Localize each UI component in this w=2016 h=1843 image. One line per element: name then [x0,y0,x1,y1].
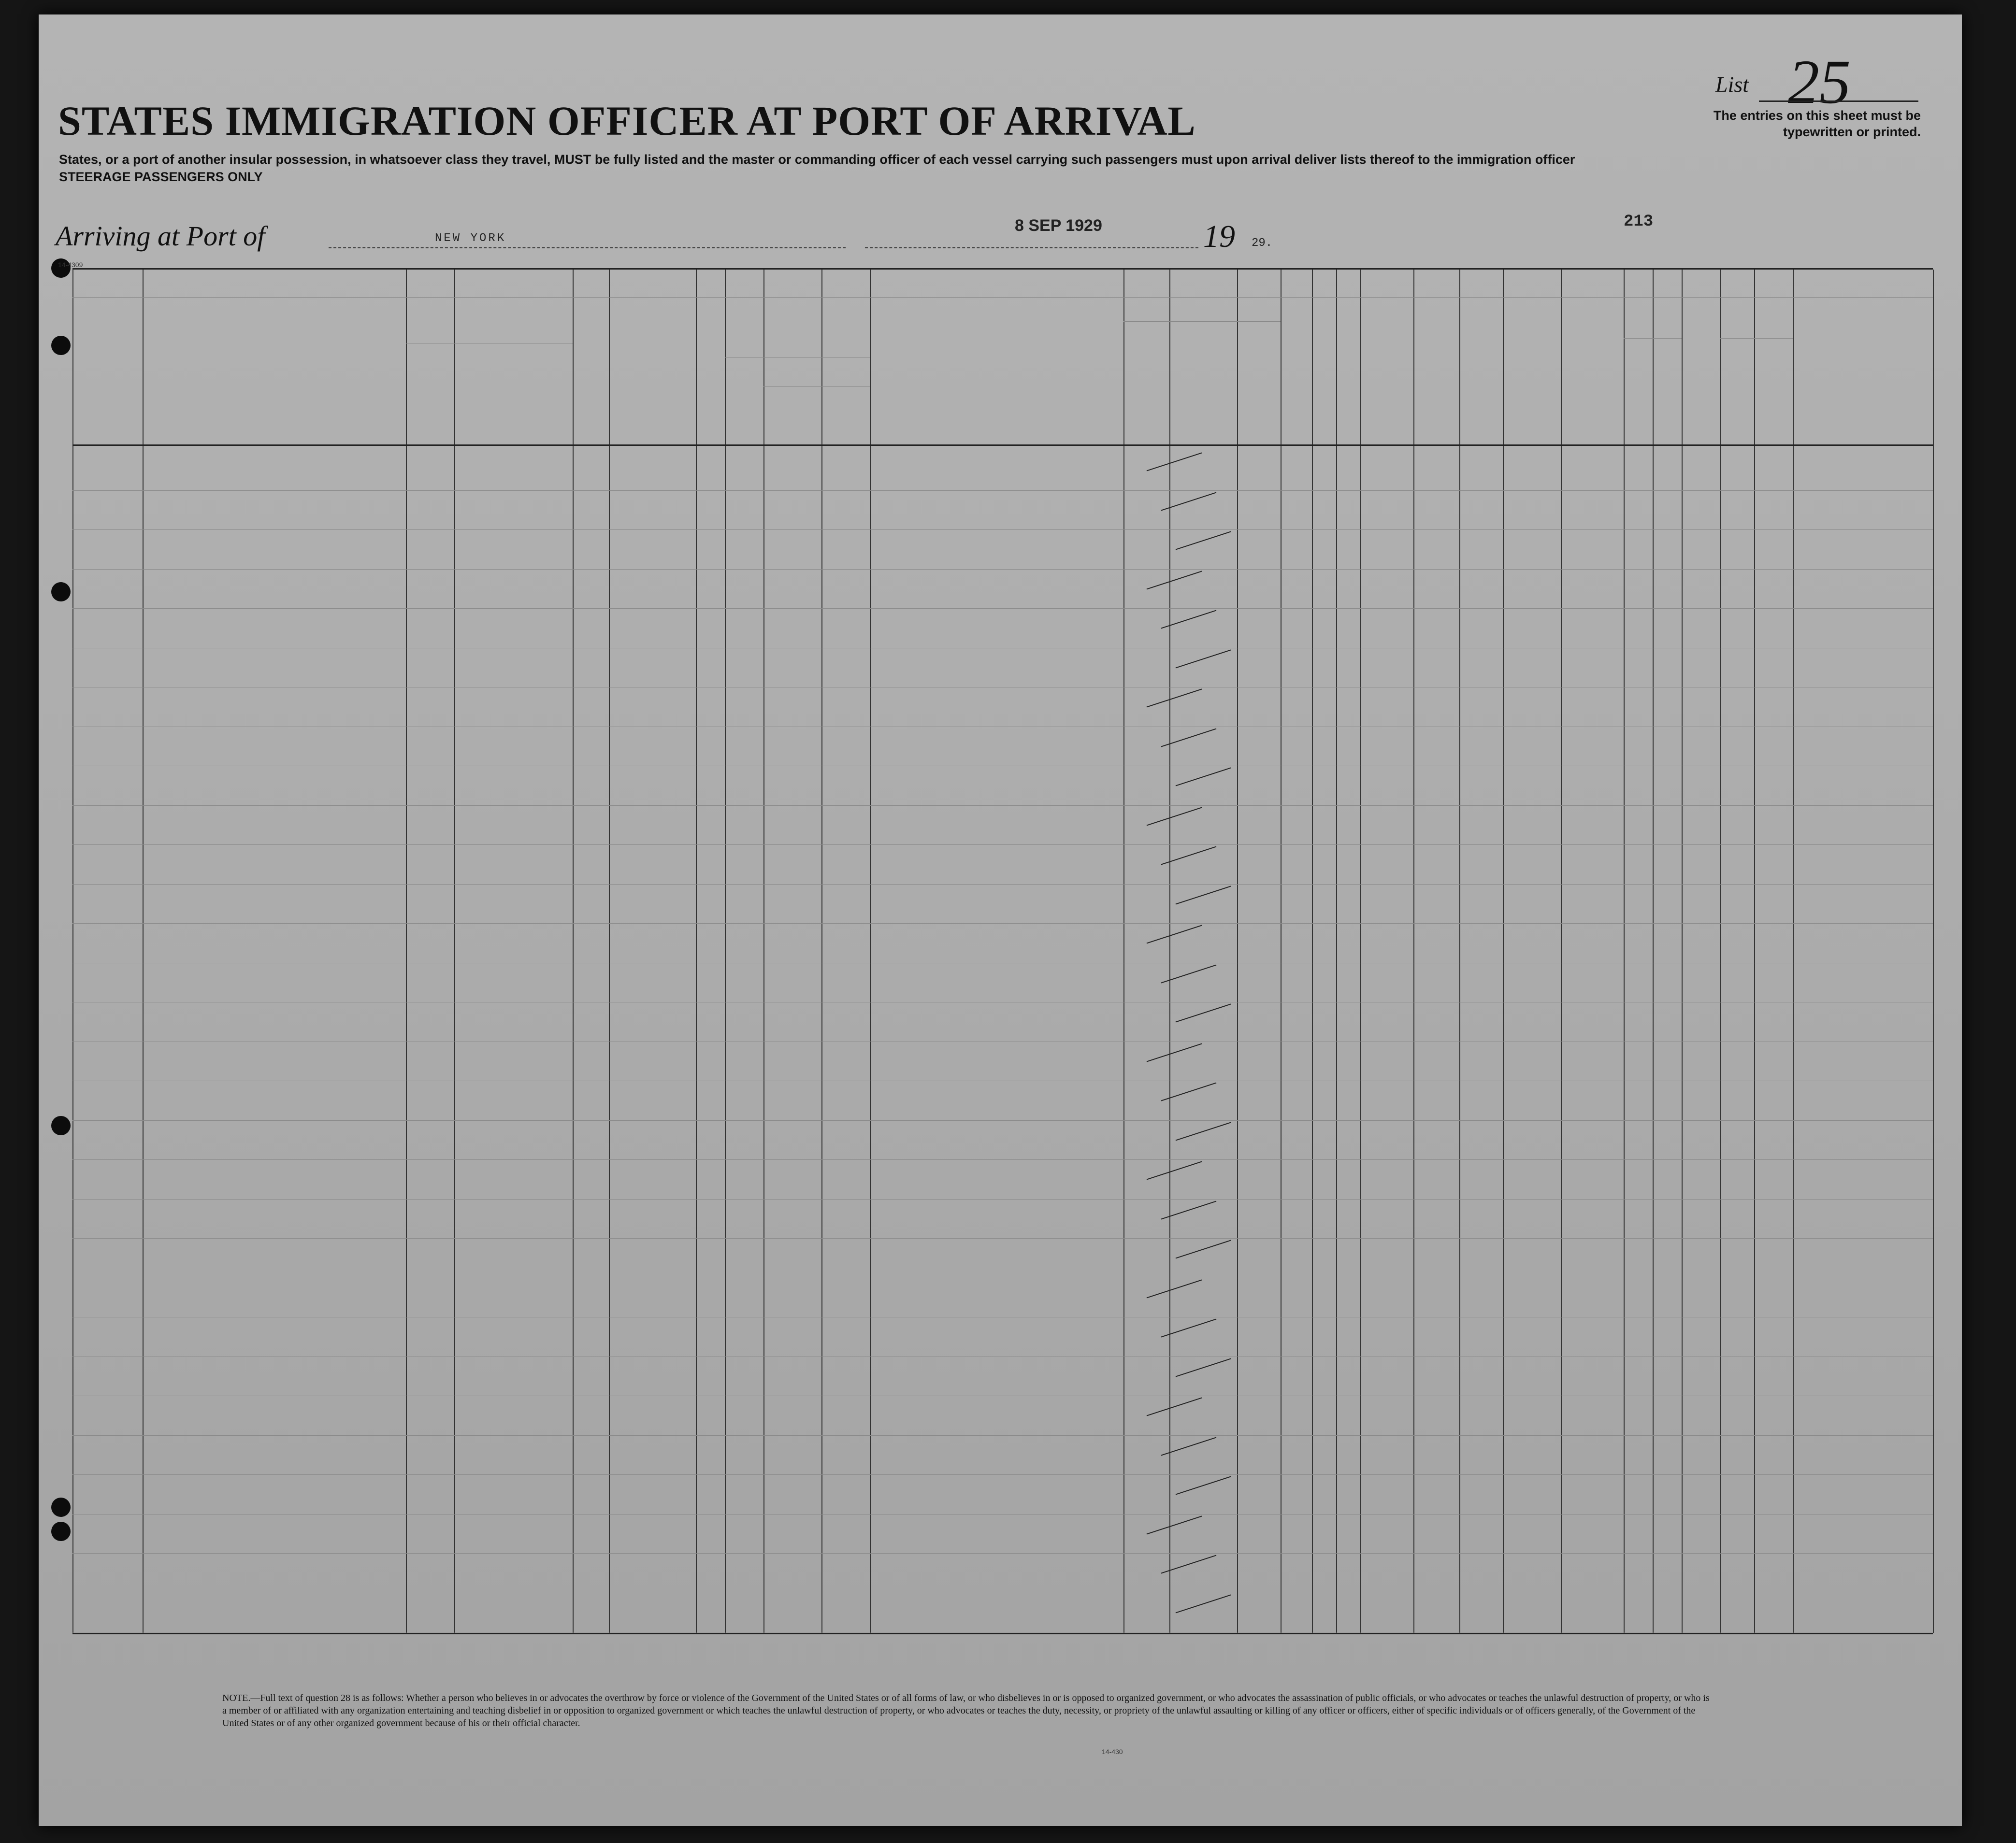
row-rule [72,1238,1933,1239]
column-rule [1123,270,1124,1633]
column-rule [143,270,144,1633]
column-rule [609,270,610,1633]
row-rule [72,1159,1933,1160]
check-mark [1176,1358,1231,1377]
column-rule [696,270,697,1633]
check-mark [1176,768,1231,786]
row-rule [72,569,1933,570]
typewritten-note: The entries on this sheet must be typewritten or printed. [1713,108,1921,139]
subheader-rule [1123,321,1281,322]
column-header-vertical [698,309,723,440]
subheader-rule [1720,338,1793,339]
column-rule [821,270,822,1633]
instructions-text: States, or a port of another insular possession, in whatsoever class they travel, MUST be fully listed and the master or commanding officer of each vessel carrying such passengers must upon arrival deliver lists thereof to the immigration officer [59,152,1575,167]
column-rule [1720,270,1721,1633]
footnote: NOTE.—Full text of question 28 is as follows: Whether a person who believes in or advocates the overthrow by force or violence of the Government of the United States or of all forms of law, or who disbelieves in or is opposed to organized government, or who advocates the assassination of public officials, or who advocates or teaches the unlawful destruction of property, or who is a member of or affiliated with any organization entertaining and teaching disbelief in or opposition to organized government or which teaches the unlawful destruction of property, or who advocates or teaches the duty, necessity, or propriety of the unlawful assaulting or killing of any officer or officers, either of specific individuals or of officers generally, of the Government of the United States or of any other organized government because of his or their official character. [222,1693,1710,1729]
check-mark [1176,1595,1231,1614]
column-rule [1754,270,1755,1633]
column-header-vertical [1338,309,1358,440]
check-mark [1147,1280,1202,1299]
column-header-vertical [1415,309,1457,440]
year-prefix: 19 [1203,219,1235,254]
column-rule [1653,270,1654,1633]
list-label: List [1715,72,1749,97]
row-rule [72,490,1933,491]
year-suffix: 29. [1252,237,1273,250]
column-header-vertical [1282,309,1310,440]
check-mark [1176,1240,1231,1259]
column-rule [454,270,455,1633]
column-rule [725,270,726,1633]
column-number-rule [72,297,1933,298]
row-rule [72,805,1933,806]
table-top-rule [72,268,1933,270]
check-mark [1176,1476,1231,1495]
table-bottom-rule [72,1633,1933,1634]
column-header-vertical [1171,333,1235,440]
list-number: 25 [1788,47,1851,117]
column-header-vertical [1314,309,1334,440]
row-rule [72,1435,1933,1436]
row-rule [72,884,1933,885]
header-bottom-rule [72,444,1933,446]
check-mark [1147,1161,1202,1180]
check-mark [1147,925,1202,944]
column-rule [573,270,574,1633]
port-value: NEW YORK [435,232,506,245]
column-rule [1360,270,1361,1633]
steerage-label: STEERAGE PASSENGERS ONLY [59,170,263,184]
reference-number: 213 [1624,213,1654,231]
subheader-rule [1624,338,1682,339]
row-rule [72,1474,1933,1475]
column-header-vertical [575,309,607,440]
column-header-vertical [1239,333,1279,440]
column-rule [1793,270,1794,1633]
port-label: Arriving at Port of [56,220,265,252]
check-mark [1176,1122,1231,1141]
column-rule [72,270,73,1633]
column-rule [870,270,871,1633]
row-rule [72,529,1933,530]
check-mark [1147,1398,1202,1416]
row-rule [72,1120,1933,1121]
row-rule [72,1199,1933,1200]
column-rule [1413,270,1414,1633]
column-rule [1503,270,1504,1633]
subheader-rule [725,357,870,358]
form-title: STATES IMMIGRATION OFFICER AT PORT OF ARRIVAL [58,98,1196,144]
column-header-vertical [1125,333,1167,440]
column-rule [1561,270,1562,1633]
subheader-rule [763,386,870,387]
row-rule [72,923,1933,924]
check-mark [1147,1516,1202,1535]
column-rule [763,270,764,1633]
check-mark [1147,807,1202,826]
column-rule [1624,270,1625,1633]
date-stamp: 8 SEP 1929 [1015,216,1102,235]
row-rule [72,844,1933,845]
check-mark [1147,453,1202,471]
check-mark [1176,886,1231,905]
check-mark [1176,531,1231,550]
column-rule [1459,270,1460,1633]
check-mark [1176,650,1231,669]
column-rule [1682,270,1683,1633]
column-header-vertical [1362,309,1411,440]
form-code: 14-4309 [58,261,83,269]
column-header-vertical [1626,377,1651,440]
column-rule [1336,270,1337,1633]
check-mark [1147,1043,1202,1062]
column-rule [1933,270,1934,1633]
column-rule [1281,270,1282,1633]
column-rule [1237,270,1238,1633]
check-mark [1147,689,1202,708]
check-mark [1147,571,1202,590]
column-rule [1169,270,1170,1633]
row-rule [72,608,1933,609]
column-rule [1312,270,1313,1633]
column-header-vertical [1655,377,1680,440]
check-mark [1176,1004,1231,1023]
row-rule [72,1553,1933,1554]
footer-code: 14-430 [1102,1748,1123,1756]
column-header-vertical [1461,309,1501,440]
column-rule [406,270,407,1633]
